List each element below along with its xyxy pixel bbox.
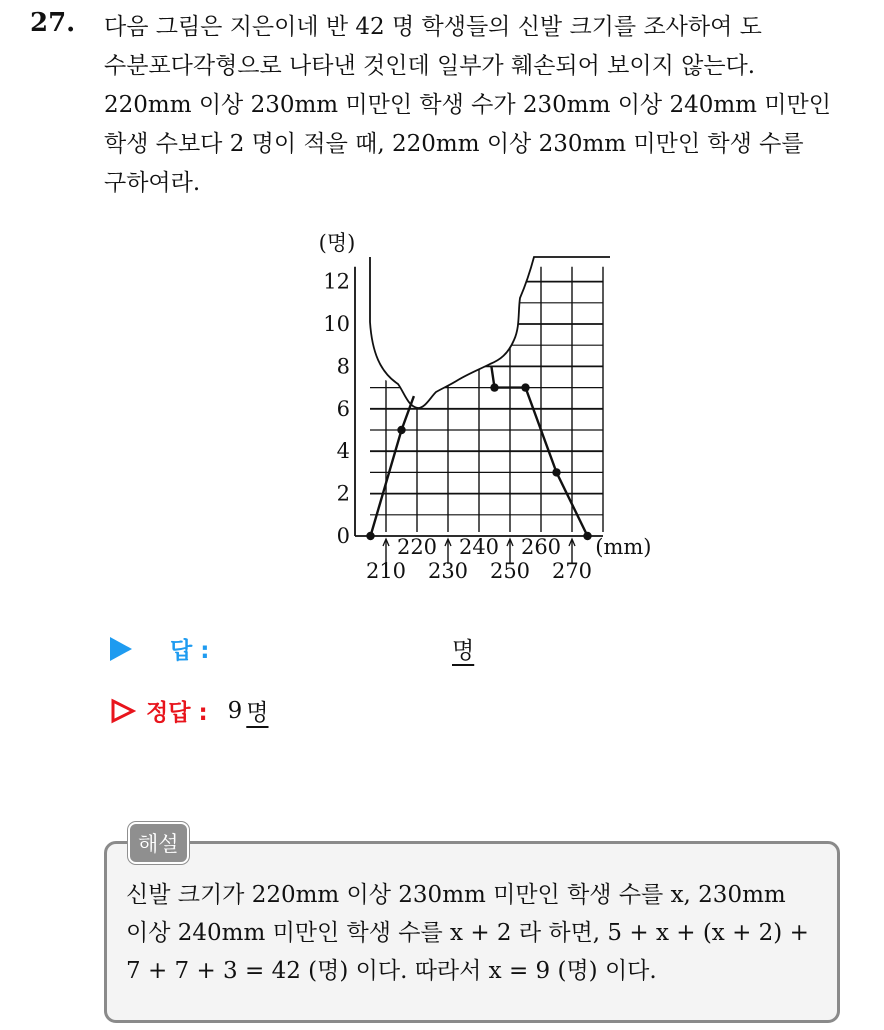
x-tick-label: 230 <box>427 559 469 583</box>
explanation-line: 7 + 7 + 3 = 42 (명) 이다. 따라서 x = 9 (명) 이다. <box>126 958 657 984</box>
answer-label: 답 : <box>170 638 210 664</box>
y-tick-label: 10 <box>323 312 350 336</box>
x-tick-label: 220 <box>396 535 438 559</box>
x-tick-label: 250 <box>489 559 531 583</box>
correct-answer-label: 정답 : <box>146 700 208 726</box>
explanation-line: 신발 크기가 220mm 이상 230mm 미만인 학생 수를 x, 230mm <box>126 882 786 908</box>
x-tick-label: 260 <box>520 535 562 559</box>
answer-row <box>110 632 209 665</box>
chart-labels <box>319 231 652 583</box>
correct-answer-value: 9 <box>227 697 243 724</box>
question-line: 구하여라. <box>104 170 201 196</box>
y-tick-label: 6 <box>336 396 350 421</box>
explanation-text <box>126 876 826 990</box>
chart-grid <box>355 267 603 536</box>
question-number: 27. <box>30 8 76 38</box>
x-tick-label: 240 <box>458 535 500 559</box>
question-text <box>104 8 864 203</box>
triangle-bullet-icon <box>110 637 132 661</box>
data-point <box>521 383 529 391</box>
y-tick-label: 12 <box>323 269 350 294</box>
explanation-line: 이상 240mm 미만인 학생 수를 x + 2 라 하면, 5 + x + (x + 2) + <box>126 920 809 946</box>
frequency-polygon-chart <box>300 222 660 592</box>
y-tick-label: 4 <box>336 439 350 464</box>
data-point <box>490 383 498 391</box>
question-line: 학생 수보다 2 명이 적을 때, 220mm 이상 230mm 미만인 학생 수를 <box>104 131 804 157</box>
question-line: 다음 그림은 지은이네 반 42 명 학생들의 신발 크기를 조사하여 도 <box>104 14 762 40</box>
y-tick-label: 2 <box>336 481 350 506</box>
x-tick-label: 270 <box>551 559 593 583</box>
question-line: 220mm 이상 230mm 미만인 학생 수가 230mm 이상 240mm 미만인 <box>104 92 831 118</box>
data-point <box>583 532 591 540</box>
x-tick-label: 210 <box>365 559 407 583</box>
question-line: 수분포다각형으로 나타낸 것인데 일부가 훼손되어 보이지 않는다. <box>104 53 756 79</box>
y-tick-label: 0 <box>336 524 350 548</box>
data-point <box>552 468 560 476</box>
correct-answer-unit: 명 <box>246 700 269 726</box>
correct-answer-row <box>110 694 269 727</box>
y-tick-label: 8 <box>336 354 350 379</box>
y-axis-unit: (명) <box>318 231 356 255</box>
torn-edge <box>370 257 610 408</box>
data-point <box>397 426 405 434</box>
answer-unit: 명 <box>452 638 475 664</box>
x-axis-unit: (mm) <box>595 535 652 559</box>
data-point <box>366 532 374 540</box>
explanation-tag: 해설 <box>128 822 189 864</box>
triangle-outline-icon <box>110 698 136 724</box>
